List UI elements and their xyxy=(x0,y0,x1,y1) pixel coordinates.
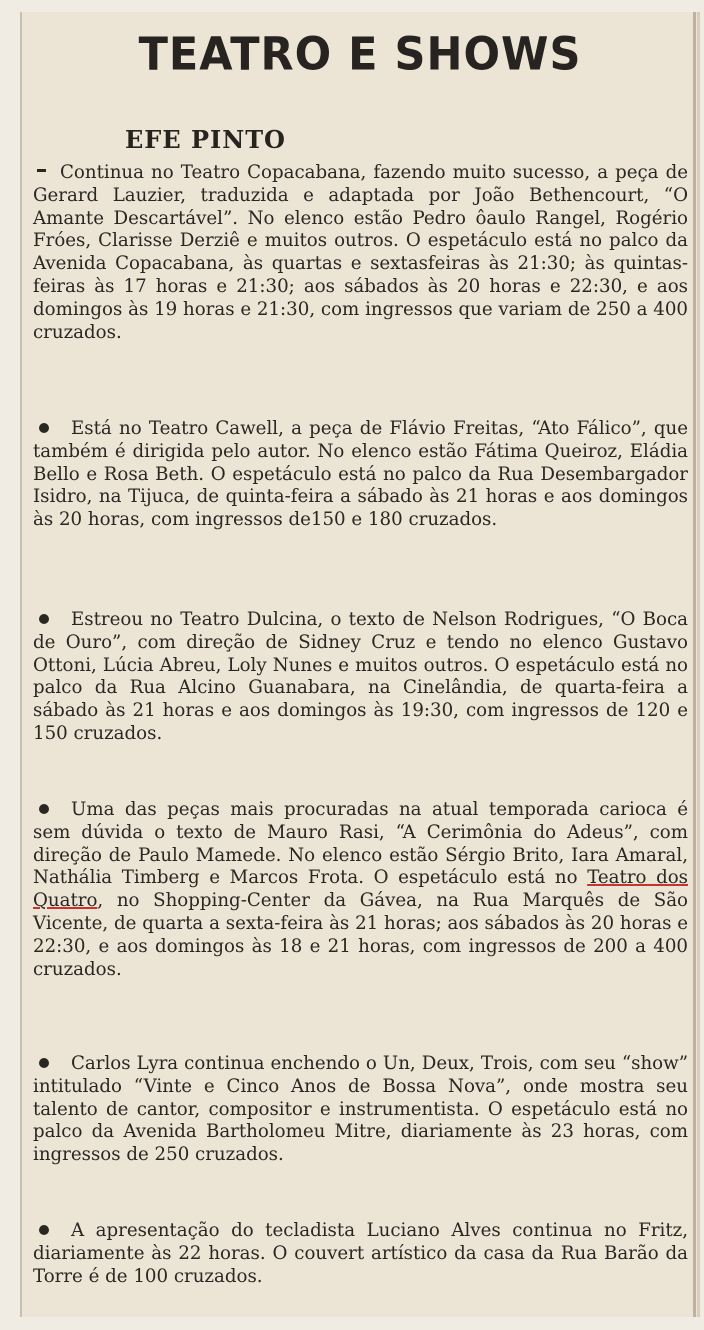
bullet-icon xyxy=(39,423,49,433)
paragraph-text: , no Shopping-Center da Gávea, na Rua Marquês de São Vicente, de quarta a sexta-feira às 21 horas; aos sábados às 20 horas e 22:30, e aos domingos às 18 e 21 horas, com ingressos de 200 a 400 cruzados. xyxy=(33,890,688,980)
bullet-icon xyxy=(39,804,49,814)
paragraph-4 xyxy=(33,799,688,981)
bullet-icon xyxy=(39,614,49,624)
paragraph-3 xyxy=(33,609,688,746)
paragraph-2 xyxy=(33,418,688,532)
paragraph-text: A apresentação do tecladista Luciano Alves continua no Fritz, diariamente às 22 horas. O couvert artístico da casa da Rua Barão da Torre é de 100 cruzados. xyxy=(33,1220,688,1287)
paragraph-text: Estreou no Teatro Dulcina, o texto de Nelson Rodrigues, “O Boca de Ouro”, com direção de Sidney Cruz e tendo no elenco Gustavo Ottoni, Lúcia Abreu, Loly Nunes e muitos outros. O espetáculo está no palco da Rua Alcino Guanabara, na Cinelândia, de quarta-feira a sábado às 21 horas e aos domingos às 19:30, com ingressos de 120 e 150 cruzados. xyxy=(33,609,688,744)
newspaper-clipping xyxy=(20,12,700,1317)
paragraph-1 xyxy=(33,162,688,344)
bullet-icon xyxy=(39,1058,49,1068)
bullet-icon xyxy=(39,1225,49,1235)
byline: EFE PINTO xyxy=(125,125,286,154)
paragraph-text: Está no Teatro Cawell, a peça de Flávio Freitas, “Ato Fálico”, que também é dirigida pelo autor. No elenco estão Fátima Queiroz, Eládia Bello e Rosa Beth. O espetáculo está no palco da Rua Desembargador Isidro, na Tijuca, de quinta-feira a sábado às 21 horas e aos domingos às 20 horas, com ingressos de150 e 180 cruzados. xyxy=(33,418,688,531)
paragraph-6 xyxy=(33,1220,688,1288)
paragraph-text: Continua no Teatro Copacabana, fazendo muito sucesso, a peça de Gerard Lauzier, traduzida e adaptada por João Bethencourt, “O Amante Descartável”. No elenco estão Pedro ôaulo Rangel, Rogério Fróes, Clarisse Derziê e muitos outros. O espetáculo está no palco da Avenida Copacabana, às quartas e sextasfeiras às 21:30; às quintas-feiras às 17 horas e 21:30; aos sábados às 20 horas e 22:30, e aos domingos às 19 horas e 21:30, com ingressos que variam de 250 a 400 cruzados. xyxy=(33,162,688,343)
paragraph-text: Carlos Lyra continua enchendo o Un, Deux, Trois, com seu “show” intitulado “Vinte e Cinco Anos de Bossa Nova”, onde mostra seu talento de cantor, compositor e instrumentista. O espetáculo está no palco da Avenida Bartholomeu Mitre, diariamente às 23 horas, com ingressos de 250 cruzados. xyxy=(33,1053,688,1166)
column-rule xyxy=(693,12,696,1317)
bullet-icon xyxy=(37,169,46,172)
underlined-venue: Teatro dos Quatro xyxy=(33,867,688,912)
paragraph-text: Uma das peças mais procuradas na atual temporada carioca é sem dúvida o texto de Mauro Rasi, “A Cerimônia do Adeus”, com direção de Paulo Mamede. No elenco estão Sérgio Brito, Iara Amaral, Nathália Timberg e Marcos Frota. O espetáculo está no xyxy=(33,799,688,889)
headline: TEATRO E SHOWS xyxy=(138,28,582,82)
paragraph-5 xyxy=(33,1053,688,1167)
